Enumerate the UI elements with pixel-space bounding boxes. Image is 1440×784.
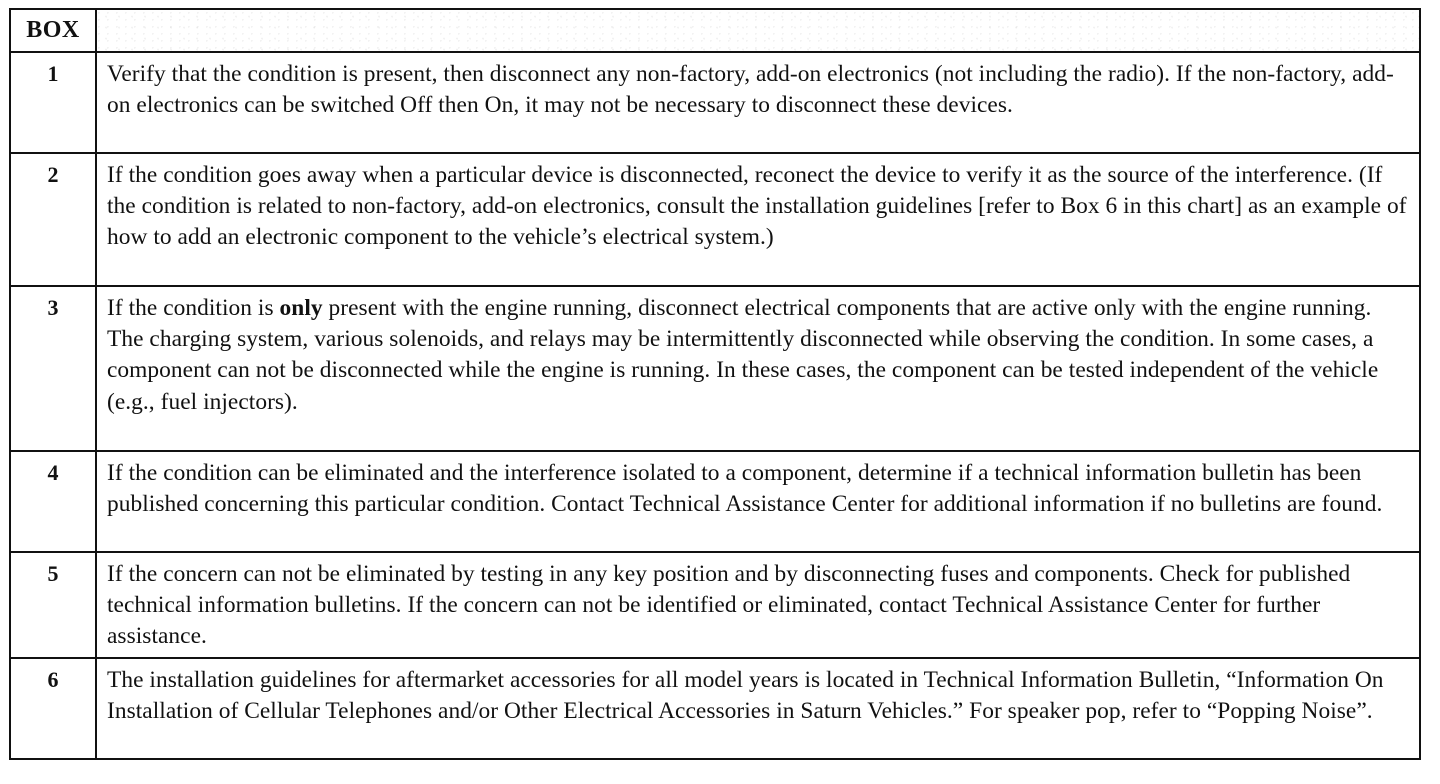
description-text-end: present with the engine running, disconnect electrical components that are active only with the engine running. The charging system, various solenoids, and relays may be intermittently disconnected while observing the condition. In some cases, a component can not be disconnected while the engine is running. In these cases, the component can be tested independent of the vehicle (e.g., fuel injectors). <box>107 295 1379 415</box>
troubleshooting-table <box>9 8 1421 760</box>
box-number: 6 <box>10 658 96 759</box>
header-row <box>10 9 1420 52</box>
box-description: If the condition can be eliminated and the interference isolated to a component, determine if a technical information bulletin has been published concerning this particular condition. Contact Technical Assistance Center for additional information if no bulletins are found. <box>96 451 1420 552</box>
table-row <box>10 153 1420 286</box>
box-description: If the condition goes away when a particular device is disconnected, reconect the device to verify it as the source of the interference. (If the condition is related to non-factory, add-on electronics, consult the installation guidelines [refer to Box 6 in this chart] as an example of how to add an electronic component to the vehicle’s electrical system.) <box>96 153 1420 286</box>
box-number: 3 <box>10 286 96 451</box>
box-number: 1 <box>10 52 96 153</box>
box-description: The installation guidelines for aftermarket accessories for all model years is located in Technical Information Bulletin, “Information On Installation of Cellular Telephones and/or Other Electrical Accessories in Saturn Vehicles.” For speaker pop, refer to “Popping Noise”. <box>96 658 1420 759</box>
box-number: 4 <box>10 451 96 552</box>
table-row <box>10 658 1420 759</box>
description-text-start: If the condition is <box>107 295 280 321</box>
table-row <box>10 451 1420 552</box>
box-description: If the concern can not be eliminated by testing in any key position and by disconnecting fuses and components. Check for published technical information bulletins. If the concern can not be identified or eliminated, contact Technical Assistance Center for further assistance. <box>96 552 1420 658</box>
box-number: 2 <box>10 153 96 286</box>
box-number: 5 <box>10 552 96 658</box>
box-column-header: BOX <box>10 9 96 52</box>
box-description <box>96 286 1420 451</box>
box-description: Verify that the condition is present, then disconnect any non-factory, add-on electronics (not including the radio). If the non-factory, add-on electronics can be switched Off then On, it may not be necessary to disconnect these devices. <box>96 52 1420 153</box>
table-row <box>10 52 1420 153</box>
table-row <box>10 552 1420 658</box>
description-emphasis: only <box>279 295 323 321</box>
table-row <box>10 286 1420 451</box>
description-column-header <box>96 9 1420 52</box>
